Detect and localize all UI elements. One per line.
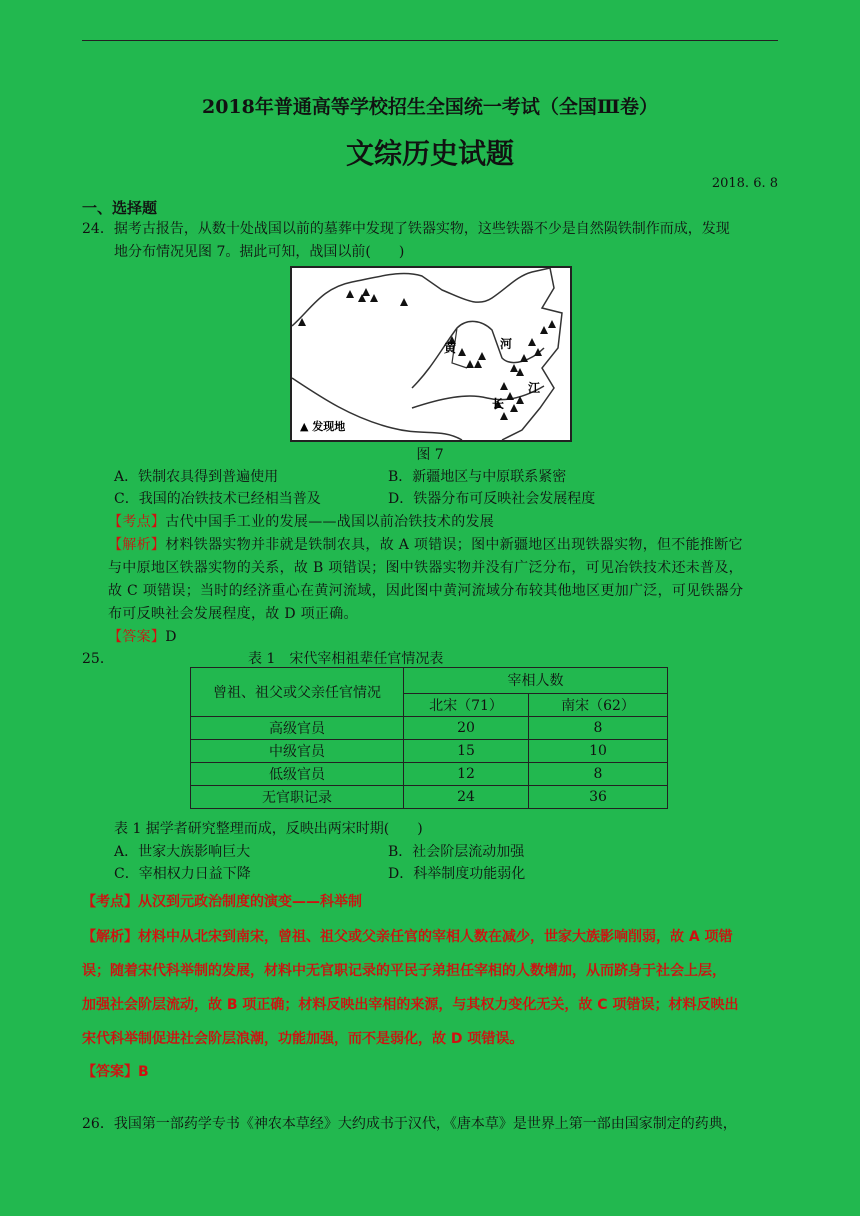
section-heading: 一、选择题: [82, 199, 158, 217]
q24-jiexi-line2: 与中原地区铁器实物的关系，故 B 项错误；图中铁器实物并没有广泛分布，可见冶铁技术还未普及，: [108, 560, 743, 576]
exam-date: 2018. 6. 8: [711, 176, 778, 191]
map-drawing: [292, 268, 570, 440]
q25-option-d: D．科举制度功能弱化: [388, 866, 526, 882]
q25-answer: 【答案】B: [82, 1064, 149, 1080]
table-col-head: 曾祖、祖父或父亲任官情况: [191, 668, 404, 717]
q24-jiexi-line1: 【解析】材料铁器实物并非就是铁制农具，故 A 项错误；图中新疆地区出现铁器实物，但不能推断它: [108, 537, 743, 553]
exam-title: 2018年普通高等学校招生全国统一考试（全国Ⅲ卷）: [201, 96, 659, 118]
table-cell: 8: [529, 763, 668, 786]
table-row: [191, 786, 668, 809]
table-cell: 12: [404, 763, 529, 786]
table-cell: 10: [529, 740, 668, 763]
label-chang: 长: [492, 397, 505, 411]
q24-option-b: B．新疆地区与中原联系紧密: [388, 469, 567, 485]
table-cell: 高级官员: [191, 717, 404, 740]
q24-stem-line1: 24．据考古报告，从数十处战国以前的墓葬中发现了铁器实物，这些铁器不少是自然陨铁制作而成，发现: [82, 221, 730, 237]
q24-stem-line2: 地分布情况见图 7。据此可知，战国以前( ): [114, 244, 405, 260]
table-sub-head-south: 南宋（62）: [529, 693, 668, 716]
q25-option-c: C．宰相权力日益下降: [114, 866, 251, 882]
q26-stem-line1: 26．我国第一部药学专书《神农本草经》大约成书于汉代，《唐本草》是世界上第一部由国家制定的药典，: [82, 1116, 737, 1132]
q25-jiexi-line3: 加强社会阶层流动，故 B 项正确；材料反映出宰相的来源，与其权力变化无关，故 C 项错误；材料反映出: [82, 997, 739, 1013]
table-cell: 低级官员: [191, 763, 404, 786]
table-cell: 中级官员: [191, 740, 404, 763]
q24-option-a: A．铁制农具得到普遍使用: [114, 469, 279, 485]
q25-option-a: A．世家大族影响巨大: [114, 844, 251, 860]
table-cell: 20: [404, 717, 529, 740]
song-chancellor-table: [190, 667, 668, 809]
q25-option-b: B．社会阶层流动加强: [388, 844, 525, 860]
table-cell: 24: [404, 786, 529, 809]
figure-caption: 图 7: [416, 447, 444, 463]
table-cell: 36: [529, 786, 668, 809]
label-jiang: 江: [528, 381, 541, 395]
table-title: 表 1 宋代宰相祖辈任官情况表: [248, 651, 444, 667]
table-row: [191, 740, 668, 763]
map-legend: ▲ 发现地: [300, 420, 346, 433]
table-cell: 无官职记录: [191, 786, 404, 809]
q24-jiexi-line3: 故 C 项错误；当时的经济重心在黄河流域，因此图中黄河流域分布较其他地区更加广泛，可见铁器分: [108, 583, 744, 599]
table-row: [191, 717, 668, 740]
q25-kaodian: 【考点】从汉到元政治制度的演变——科举制: [82, 894, 362, 910]
q25-jiexi-line2: 误；随着宋代科举制的发展，材料中无官职记录的平民子弟担任宰相的人数增加，从而跻身于社会上层，: [82, 963, 726, 979]
figure-7-map: [290, 266, 572, 442]
table-group-head: 宰相人数: [404, 668, 668, 694]
label-huang: 黄: [444, 341, 457, 355]
q24-option-c: C．我国的冶铁技术已经相当普及: [114, 491, 321, 507]
q25-jiexi-line4: 宋代科举制促进社会阶层浪潮，功能加强，而不是弱化，故 D 项错误。: [82, 1031, 524, 1047]
q24-option-d: D．铁器分布可反映社会发展程度: [388, 491, 596, 507]
q24-jiexi-line4: 布可反映社会发展程度，故 D 项正确。: [108, 606, 358, 622]
table-sub-head-north: 北宋（71）: [404, 693, 529, 716]
table-row: [191, 763, 668, 786]
q24-answer: 【答案】D: [108, 629, 177, 645]
q24-kaodian: 【考点】古代中国手工业的发展——战国以前冶铁技术的发展: [108, 514, 495, 530]
q25-stem: 表 1 据学者研究整理而成，反映出两宋时期( ): [114, 821, 423, 837]
header-rule: [82, 40, 778, 41]
q25-jiexi-line1: 【解析】材料中从北宋到南宋，曾祖、祖父或父亲任官的宰相人数在减少，世家大族影响削弱，故 A 项错: [82, 929, 733, 945]
label-he: 河: [500, 337, 513, 351]
q25-number: 25．: [82, 651, 114, 667]
table-cell: 15: [404, 740, 529, 763]
subject-title: 文综历史试题: [345, 137, 514, 170]
table-cell: 8: [529, 717, 668, 740]
